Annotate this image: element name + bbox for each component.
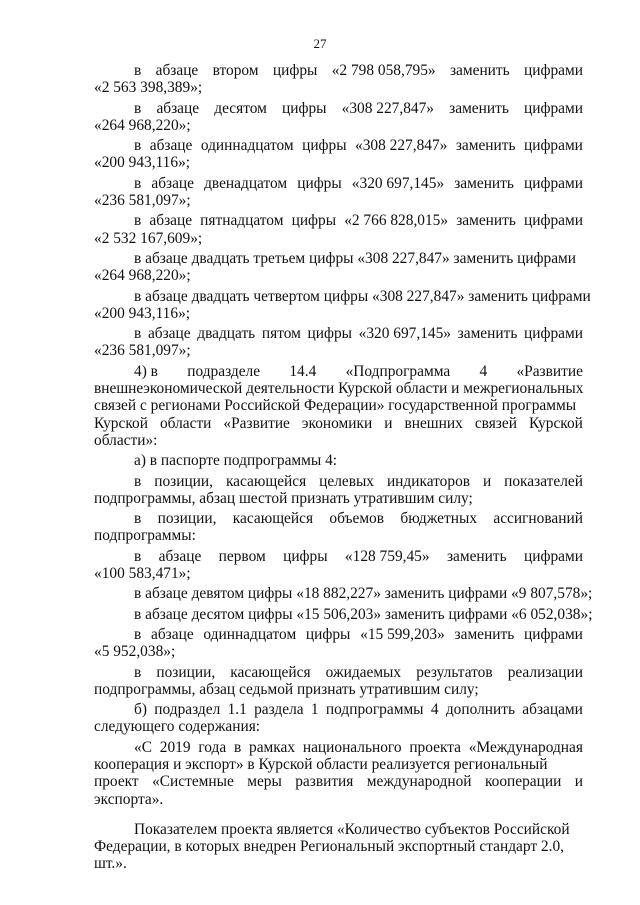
- word: двенадцатом: [204, 174, 288, 192]
- word: Курской: [528, 414, 583, 432]
- paragraph: [94, 363, 583, 452]
- word: цифры: [272, 62, 318, 79]
- word: в абзаце девятом цифры «18 882,227» заменить цифрами «9 807,578»;: [134, 585, 593, 603]
- word: пятом: [261, 325, 301, 343]
- word: «236 581,097»;: [94, 192, 191, 210]
- word: цифры: [305, 625, 351, 643]
- word: «2 766 828,015»: [344, 212, 449, 230]
- word: цифрами: [524, 212, 583, 230]
- word: Федерации, в которых внедрен Региональный экспортный стандарт 2.0,: [94, 838, 565, 856]
- word: связей: [474, 414, 517, 432]
- word: подпрограммы, абзац седьмой признать утратившим силу;: [94, 680, 479, 698]
- word: в: [233, 738, 242, 756]
- word: дополнить: [445, 701, 515, 719]
- paragraph: [94, 605, 593, 626]
- word: связей с регионами Российской Федерации» государственной программы: [94, 397, 577, 415]
- word: «С: [134, 738, 152, 756]
- text-line: [94, 855, 583, 872]
- text-line: [94, 605, 593, 623]
- word: подпрограммы, абзац шестой признать утратившим силу;: [94, 489, 473, 507]
- word: абзаце: [151, 625, 194, 643]
- text-line: [94, 565, 583, 582]
- word: кооперация и экспорт» в Курской области реализуется региональный: [94, 755, 548, 773]
- word: цифрами: [524, 99, 583, 117]
- word: втором: [212, 62, 259, 79]
- word: абзаце: [149, 212, 193, 230]
- word: подразделе: [187, 362, 261, 380]
- word: «100 583,471»;: [94, 565, 191, 583]
- text-line: [94, 267, 583, 284]
- text-line: [94, 230, 583, 247]
- word: заменить: [455, 137, 516, 155]
- paragraph: [94, 137, 583, 175]
- word: рамках: [249, 738, 296, 756]
- paragraph: [94, 287, 591, 326]
- word: «15 599,203»: [360, 625, 445, 643]
- text-line: [94, 305, 583, 322]
- word: ассигнований: [493, 510, 583, 528]
- word: реализации: [507, 663, 583, 681]
- word: меры: [247, 773, 282, 791]
- word: цифрами: [524, 62, 583, 79]
- word: заменить: [457, 325, 518, 343]
- word: заменить: [454, 174, 514, 192]
- word: «200 943,116»;: [94, 304, 191, 322]
- word: цифры: [291, 212, 337, 230]
- word: касающейся: [225, 472, 307, 490]
- paragraph: [94, 510, 583, 548]
- word: подпрограммы:: [94, 527, 196, 545]
- word: проекта: [409, 738, 461, 756]
- word: объемов: [329, 510, 385, 528]
- text-line: [94, 380, 583, 397]
- paragraph: [94, 325, 583, 363]
- word: кооперации: [484, 773, 562, 791]
- word: в: [134, 174, 142, 192]
- word: шт.».: [94, 855, 127, 873]
- text-line: [94, 62, 583, 79]
- word: проект: [94, 773, 139, 791]
- word: и: [482, 472, 492, 490]
- word: «308 227,847»: [341, 99, 434, 117]
- text-line: [94, 117, 583, 134]
- text-line: [94, 137, 583, 154]
- word: экономики: [301, 414, 373, 432]
- word: года: [198, 738, 227, 756]
- paragraph: [94, 548, 583, 586]
- word: и: [574, 773, 583, 791]
- text-line: [94, 342, 583, 359]
- word: абзаце: [158, 547, 202, 565]
- word: 4: [430, 701, 439, 719]
- text-line: [94, 432, 583, 449]
- word: «Системные: [152, 773, 234, 791]
- text-line: [94, 510, 583, 527]
- word: «308 227,847»: [355, 137, 448, 155]
- word: цифрами: [524, 547, 583, 565]
- word: внешних: [404, 414, 463, 432]
- word: области: [159, 414, 212, 432]
- word: бюджетных: [400, 510, 478, 528]
- word: заменить: [454, 625, 515, 643]
- paragraph: [94, 473, 583, 511]
- word: экспорта».: [94, 790, 164, 808]
- word: одиннадцатом: [200, 137, 294, 155]
- text-line: [94, 739, 583, 756]
- text-line: [94, 585, 593, 603]
- word: показателей: [504, 472, 583, 490]
- word: в: [134, 547, 142, 565]
- text-line: [94, 250, 583, 267]
- word: б): [134, 701, 147, 719]
- word: ожидаемых: [325, 663, 402, 681]
- word: результатов: [416, 663, 493, 681]
- word: в: [134, 212, 142, 230]
- word: «200 943,116»;: [94, 154, 191, 172]
- word: в: [134, 472, 142, 490]
- word: 1: [310, 701, 319, 719]
- word: следующего содержания:: [94, 718, 261, 736]
- word: абзаце: [149, 137, 193, 155]
- paragraph: [94, 585, 593, 605]
- text-line: [94, 212, 583, 229]
- word: в: [134, 325, 142, 343]
- word: «5 952,038»;: [94, 643, 176, 661]
- word: Показателем проекта является «Количество субъектов Российской: [134, 820, 570, 838]
- word: цифрами: [524, 325, 583, 343]
- paragraph: [94, 452, 583, 472]
- paragraph: [94, 626, 583, 664]
- word: внешнеэкономической деятельности Курской области и межрегиональных: [94, 380, 584, 398]
- word: Курской: [94, 414, 148, 432]
- word: двадцать: [197, 325, 256, 343]
- word: цифрами: [524, 174, 583, 192]
- paragraph: [94, 739, 583, 811]
- paragraph-gap: [94, 873, 583, 876]
- text-line: [94, 718, 583, 735]
- text-line: [94, 154, 583, 171]
- word: заменить: [456, 212, 516, 230]
- word: «Подпрограмма: [345, 362, 451, 380]
- word: 1.1: [227, 701, 247, 719]
- paragraph: [94, 821, 583, 876]
- word: цифры: [283, 547, 328, 565]
- word: абзаце: [156, 99, 200, 117]
- word: в: [134, 62, 142, 79]
- word: «Развитие: [516, 362, 583, 380]
- text-line: [94, 821, 583, 838]
- word: международной: [366, 773, 472, 791]
- word: раздела: [254, 701, 304, 719]
- word: заменить: [449, 99, 509, 117]
- word: касающейся: [230, 663, 311, 681]
- word: первом: [218, 547, 266, 565]
- word: абзацами: [522, 701, 583, 719]
- text-line: [94, 756, 583, 773]
- text-line: [94, 397, 583, 414]
- text-line: [94, 287, 591, 305]
- word: цифры: [302, 137, 347, 155]
- paragraph: [94, 62, 583, 100]
- word: в: [134, 625, 142, 643]
- word: в: [134, 510, 142, 528]
- word: национального: [302, 738, 402, 756]
- word: развития: [295, 773, 354, 791]
- text-line: [94, 643, 583, 660]
- word: в: [134, 663, 142, 681]
- text-line: [94, 626, 583, 643]
- word: «236 581,097»;: [94, 342, 191, 360]
- word: заменить: [446, 547, 507, 565]
- word: «Международная: [468, 738, 583, 756]
- text-line: [94, 325, 583, 342]
- paragraph: [94, 250, 583, 288]
- word: 4: [479, 362, 488, 380]
- paragraph: [94, 212, 583, 250]
- word: индикаторов: [386, 472, 471, 490]
- word: «2 798 058,795»: [331, 62, 436, 79]
- word: «2 563 398,389»;: [94, 79, 203, 97]
- word: в абзаце десятом цифры «15 506,203» заменить цифрами «6 052,038»;: [134, 605, 593, 623]
- text-line: [94, 664, 583, 681]
- word: «2 532 167,609»;: [94, 229, 203, 247]
- word: «Развитие: [223, 414, 290, 432]
- word: целевых: [319, 472, 375, 490]
- text-line: [94, 838, 583, 855]
- word: цифрами: [523, 625, 583, 643]
- word: 14.4: [289, 362, 317, 380]
- word: 4) в: [134, 362, 158, 380]
- text-line: [94, 192, 583, 209]
- text-line: [94, 791, 583, 808]
- text-line: [94, 548, 583, 565]
- word: «264 968,220»;: [94, 116, 191, 134]
- document-body: [94, 62, 593, 876]
- paragraph: [94, 701, 583, 739]
- word: позиции,: [154, 472, 214, 490]
- word: подпрограммы: [325, 701, 424, 719]
- word: цифры: [297, 174, 342, 192]
- paragraph: [94, 664, 583, 702]
- word: цифрами: [523, 137, 583, 155]
- text-line: [94, 527, 583, 544]
- text-line: [94, 773, 583, 790]
- word: позиции,: [157, 510, 217, 528]
- paragraph: [94, 175, 583, 213]
- text-line: [94, 415, 583, 432]
- word: цифры: [307, 325, 352, 343]
- word: подраздел: [154, 701, 221, 719]
- text-line: [94, 452, 583, 469]
- word: «320 697,145»: [358, 325, 451, 343]
- word: в: [134, 137, 142, 155]
- text-line: [94, 490, 583, 507]
- word: 2019: [159, 738, 191, 756]
- word: пятнадцатом: [200, 212, 284, 230]
- paragraph-gap: [94, 808, 583, 811]
- text-line: [94, 100, 583, 117]
- word: «128 759,45»: [344, 547, 430, 565]
- text-line: [94, 473, 583, 490]
- page-number: 27: [313, 36, 327, 51]
- word: абзаце: [147, 325, 191, 343]
- word: одиннадцатом: [203, 625, 297, 643]
- word: абзаце: [155, 62, 199, 79]
- text-line: [94, 701, 583, 718]
- word: «320 697,145»: [351, 174, 445, 192]
- word: области»:: [94, 431, 158, 449]
- text-line: [94, 175, 583, 192]
- word: касающейся: [232, 510, 314, 528]
- word: позиции,: [156, 663, 216, 681]
- word: а) в паспорте подпрограммы 4:: [134, 452, 338, 470]
- word: «264 968,220»;: [94, 267, 191, 285]
- paragraph: [94, 100, 583, 138]
- word: в абзаце двадцать четвертом цифры «308 227,847» заменить цифрами: [134, 287, 591, 305]
- word: заменить: [449, 62, 510, 79]
- word: и: [384, 414, 393, 432]
- word: абзаце: [151, 174, 194, 192]
- word: десятом: [214, 99, 267, 117]
- word: в: [134, 99, 142, 117]
- word: цифры: [282, 99, 327, 117]
- text-line: [94, 681, 583, 698]
- word: в абзаце двадцать третьем цифры «308 227,847» заменить цифрами: [134, 249, 577, 267]
- text-line: [94, 363, 583, 380]
- text-line: [94, 79, 583, 96]
